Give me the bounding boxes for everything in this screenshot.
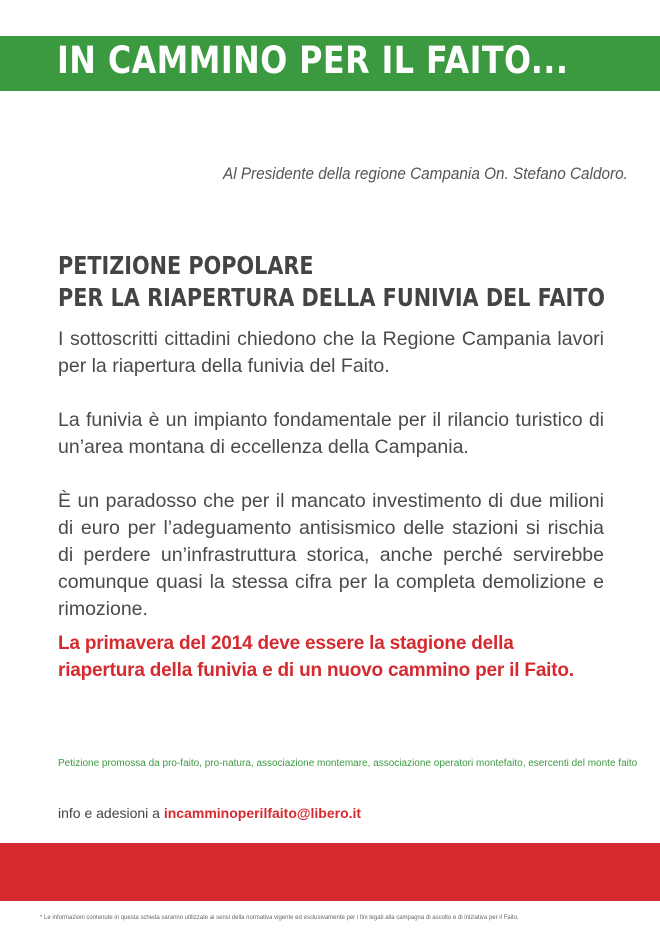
privacy-footnote: * Le informazioni contenute in questa scheda saranno utilizzate ai sensi della normativa vigente ed esclusivamente per i fini legati alla campagna di ascolto e di iniziativa per il Faito. (40, 915, 519, 921)
promoters-line: Petizione promossa da pro-faito, pro-natura, associazione montemare, associazione operatori montefaito, esercenti del monte faito (58, 758, 638, 769)
petition-heading-line-2: PER LA RIAPERTURA DELLA FUNIVIA DEL FAITO (58, 283, 606, 312)
petition-heading-line-1: PETIZIONE POPOLARE (58, 251, 314, 280)
header-band (0, 36, 660, 91)
closing-statement: La primavera del 2014 deve essere la stagione della riapertura della funivia e di un nuovo cammino per il Faito. (58, 633, 574, 681)
flyer-title: IN CAMMINO PER IL FAITO... (57, 39, 569, 82)
body-paragraph-3: È un paradosso che per il mancato investimento di due milioni di euro per l’adeguamento antisismico delle stazioni si rischia di perdere un’infrastruttura storica, anche perché servirebbe comunque quasi la stessa cifra per la completa demolizione e rimozione. (58, 490, 604, 620)
contact-email-link[interactable]: incamminoperilfaito@libero.it (163, 805, 362, 821)
body-paragraph-1: I sottoscritti cittadini chiedono che la Regione Campania lavori per la riapertura della funivia del Faito. (58, 328, 604, 377)
addressee-line: Al Presidente della regione Campania On. Stefano Caldoro. (223, 164, 628, 183)
footer-band (0, 843, 660, 901)
petition-heading (58, 250, 605, 314)
contact-line (58, 805, 361, 821)
contact-label: info e adesioni a (58, 805, 164, 821)
petition-body (58, 326, 604, 650)
body-paragraph-2: La funivia è un impianto fondamentale per il rilancio turistico di un’area montana di eccellenza della Campania. (58, 409, 604, 458)
